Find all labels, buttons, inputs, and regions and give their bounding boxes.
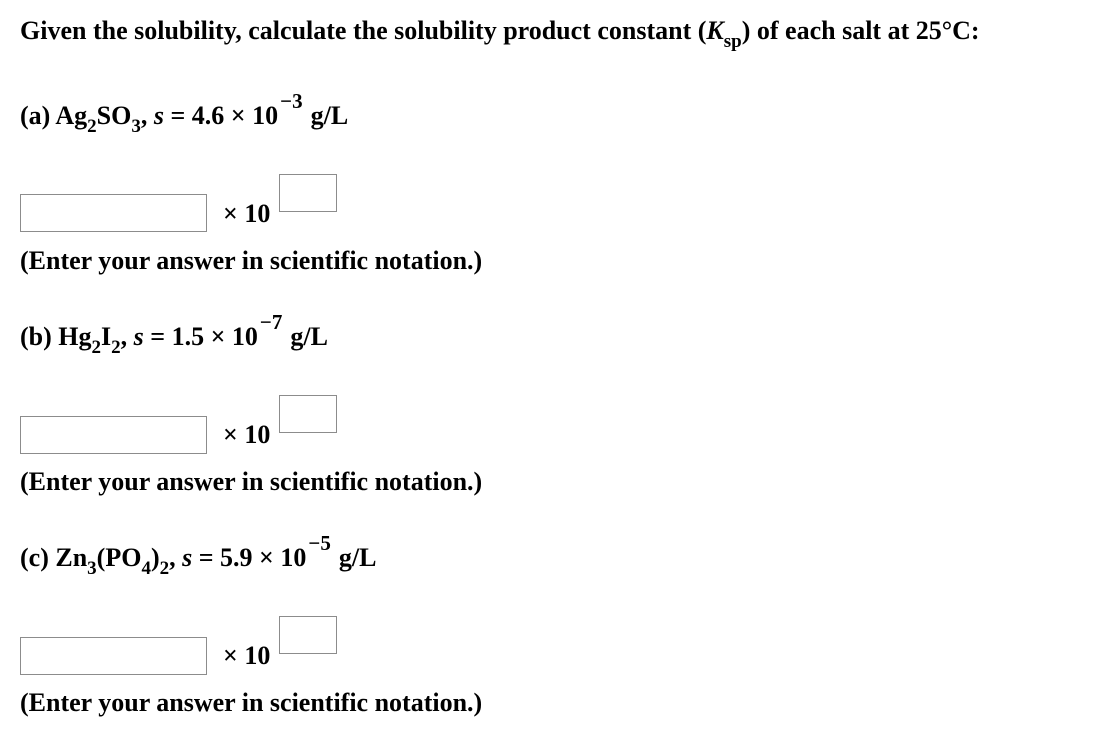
formula-subscript: 3 [87, 558, 97, 579]
part-c-hint: (Enter your answer in scientific notation.) [20, 688, 483, 717]
formula-seg: (c) Zn [20, 543, 88, 572]
solubility-value: = 5.9 × 10 [192, 543, 307, 572]
formula-subscript: 4 [141, 558, 151, 579]
part-a-mantissa-input[interactable] [20, 194, 207, 232]
solubility-exponent: −7 [259, 310, 283, 334]
comma: , [140, 101, 154, 130]
ksp-symbol: K [706, 16, 724, 45]
formula-subscript: 2 [111, 337, 121, 358]
solubility-symbol: s [153, 101, 164, 130]
ksp-subscript: sp [723, 31, 742, 52]
solubility-value: = 4.6 × 10 [163, 101, 279, 130]
formula-seg: ) [150, 543, 160, 572]
solubility-unit: g/L [290, 322, 328, 351]
formula-subscript: 2 [87, 116, 97, 137]
formula-subscript: 2 [91, 337, 101, 358]
comma: , [120, 322, 134, 351]
part-b-given [20, 310, 328, 358]
question-prompt [20, 16, 980, 52]
part-b-times-ten: × 10 [223, 420, 271, 449]
formula-seg: (b) Hg [20, 322, 92, 351]
solubility-value: = 1.5 × 10 [143, 322, 258, 351]
comma: , [169, 543, 183, 572]
part-c-exponent-input[interactable] [279, 616, 337, 654]
prompt-text-end: ) of each salt at 25°C: [741, 16, 980, 45]
solubility-unit: g/L [338, 543, 377, 572]
prompt-text-start: Given the solubility, calculate the solubility product constant ( [20, 16, 707, 45]
part-a-exponent-input[interactable] [279, 174, 337, 212]
part-a-hint: (Enter your answer in scientific notation.) [20, 246, 483, 275]
part-a-given [20, 89, 349, 137]
part-c-given [20, 531, 377, 579]
part-b-mantissa-input[interactable] [20, 416, 207, 454]
solubility-symbol: s [182, 543, 193, 572]
solubility-symbol: s [133, 322, 144, 351]
part-c-mantissa-input[interactable] [20, 637, 207, 675]
formula-seg: SO [96, 101, 132, 130]
formula-seg: I [101, 322, 112, 351]
formula-seg: (a) Ag [20, 101, 88, 130]
solubility-exponent: −3 [280, 89, 303, 113]
formula-seg: (PO [96, 543, 142, 572]
solubility-exponent: −5 [308, 531, 331, 555]
formula-subscript: 3 [131, 116, 141, 137]
part-a-times-ten: × 10 [223, 199, 271, 228]
part-b-hint: (Enter your answer in scientific notation.) [20, 467, 483, 496]
solubility-unit: g/L [310, 101, 349, 130]
formula-subscript: 2 [159, 558, 170, 579]
part-c-times-ten: × 10 [223, 641, 271, 670]
part-b-exponent-input[interactable] [279, 395, 337, 433]
